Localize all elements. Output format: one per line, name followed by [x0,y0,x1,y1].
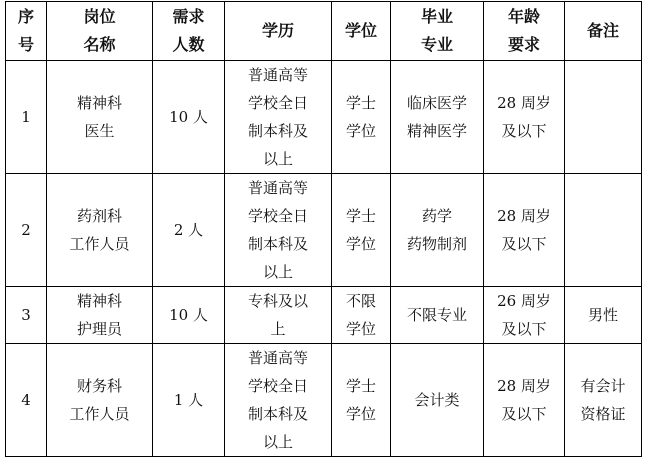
cell-position-line: 工作人员 [69,405,130,423]
cell-education-line: 专科及以 [247,292,308,310]
cell-position-line: 财务科 [76,377,122,395]
cell-note [565,61,642,174]
cell-note-line: 男性 [587,306,618,324]
cell-count-text: 2 人 [173,221,204,239]
header-major [391,2,484,61]
header-age-line: 年龄 [507,7,540,26]
header-index-line: 序 [17,7,34,26]
cell-age-line: 及以下 [501,405,547,423]
cell-education-line: 制本科及 [247,405,308,423]
cell-major [391,174,484,287]
cell-note-line: 资格证 [580,405,626,423]
cell-count-text: 10 人 [169,306,208,324]
cell-major-line: 药学 [421,207,452,225]
cell-degree [332,61,391,174]
cell-note [565,344,642,457]
cell-position-line: 工作人员 [69,235,130,253]
cell-degree-line: 学位 [345,320,376,338]
cell-index [6,344,47,457]
cell-position [47,61,153,174]
table-row [6,344,642,457]
cell-degree-line: 学士 [345,94,376,112]
cell-position-line: 护理员 [76,320,122,338]
header-note [565,2,642,61]
table-body [6,61,642,457]
cell-note [565,287,642,344]
cell-count [153,61,225,174]
cell-count-text: 1 人 [173,391,204,409]
cell-degree-line: 学士 [345,207,376,225]
cell-age-line: 及以下 [501,235,547,253]
cell-position [47,287,153,344]
cell-degree [332,174,391,287]
cell-education-line: 普通高等 [247,349,308,367]
header-major-line: 专业 [420,35,453,54]
cell-age-line: 28 周岁 [497,94,551,112]
header-age-line: 要求 [507,35,540,54]
cell-education-line: 制本科及 [247,235,308,253]
cell-education-line: 学校全日 [247,207,308,225]
cell-education-line: 以上 [262,150,293,168]
header-count-line: 人数 [172,35,205,54]
cell-index-text: 3 [21,306,31,324]
cell-degree [332,344,391,457]
header-education [225,2,332,61]
table-row [6,174,642,287]
cell-age-line: 28 周岁 [497,377,551,395]
cell-major [391,344,484,457]
header-count-line: 需求 [172,7,205,26]
cell-education-line: 学校全日 [247,94,308,112]
cell-age-line: 28 周岁 [497,207,551,225]
cell-education [225,174,332,287]
table-row [6,61,642,174]
cell-index-text: 2 [21,221,31,239]
cell-major-line: 精神医学 [406,122,467,140]
header-degree [332,2,391,61]
header-note-line: 备注 [586,21,619,40]
cell-major-line: 不限专业 [406,306,467,324]
cell-education-line: 上 [270,320,286,338]
cell-education [225,61,332,174]
cell-education-line: 以上 [262,433,293,451]
cell-degree-line: 学士 [345,377,376,395]
cell-count [153,344,225,457]
cell-education [225,344,332,457]
header-position-line: 名称 [83,35,116,54]
cell-degree [332,287,391,344]
header-age [484,2,565,61]
cell-degree-line: 学位 [345,122,376,140]
cell-position-line: 医生 [84,122,115,140]
cell-age [484,344,565,457]
header-position [47,2,153,61]
cell-index [6,174,47,287]
cell-position-line: 精神科 [76,292,122,310]
cell-age-line: 及以下 [501,122,547,140]
recruitment-table [5,1,642,457]
header-degree-line: 学位 [344,21,377,40]
cell-age-line: 26 周岁 [497,292,551,310]
cell-education-line: 普通高等 [247,66,308,84]
cell-age [484,287,565,344]
cell-major-line: 药物制剂 [406,235,467,253]
cell-note [565,174,642,287]
cell-major [391,61,484,174]
table-row [6,287,642,344]
header-index [6,2,47,61]
cell-count-text: 10 人 [169,108,208,126]
header-index-line: 号 [17,35,34,54]
cell-age [484,61,565,174]
cell-position [47,174,153,287]
cell-degree-line: 不限 [345,292,376,310]
cell-index-text: 1 [21,108,31,126]
cell-position-line: 药剂科 [76,207,122,225]
cell-education-line: 学校全日 [247,377,308,395]
cell-position [47,344,153,457]
cell-education-line: 制本科及 [247,122,308,140]
cell-count [153,174,225,287]
cell-major [391,287,484,344]
cell-note-line: 有会计 [580,377,626,395]
cell-education-line: 以上 [262,263,293,281]
cell-index [6,287,47,344]
header-major-line: 毕业 [420,7,453,26]
cell-position-line: 精神科 [76,94,122,112]
cell-major-line: 会计类 [414,391,460,409]
header-education-line: 学历 [261,21,294,40]
cell-education [225,287,332,344]
cell-age [484,174,565,287]
cell-count [153,287,225,344]
header-count [153,2,225,61]
header-row [6,2,642,61]
cell-education-line: 普通高等 [247,179,308,197]
cell-age-line: 及以下 [501,320,547,338]
cell-index [6,61,47,174]
cell-major-line: 临床医学 [406,94,467,112]
cell-degree-line: 学位 [345,405,376,423]
cell-degree-line: 学位 [345,235,376,253]
cell-index-text: 4 [21,391,31,409]
header-position-line: 岗位 [83,7,116,26]
